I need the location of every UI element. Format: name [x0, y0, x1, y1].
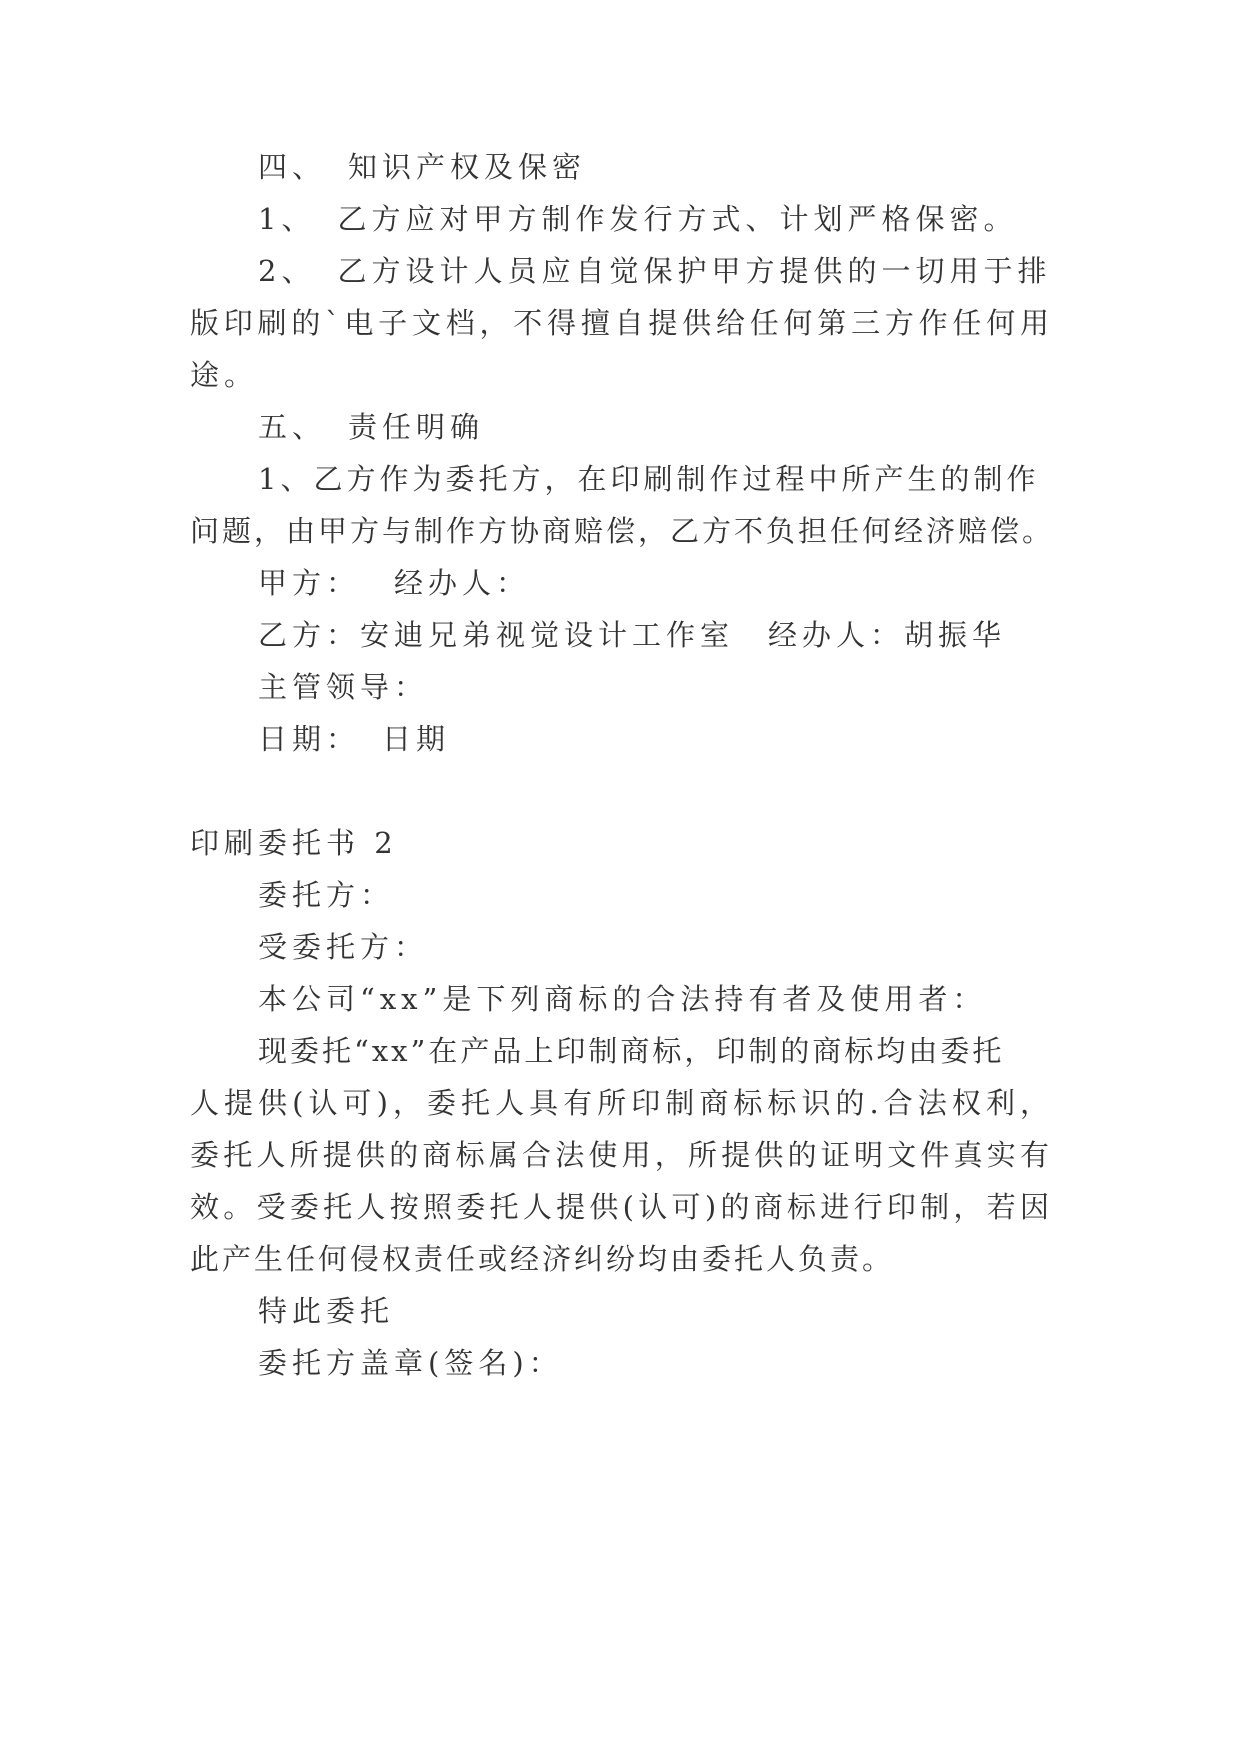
- section4-item2-number: 2、: [258, 254, 316, 288]
- section5-item1-line2: 问题，由甲方与制作方协商赔偿，乙方不负担任何经济赔偿。: [190, 514, 1052, 548]
- section5-item1-line1: 1、乙方作为委托方，在印刷制作过程中所产生的制作: [258, 462, 1040, 496]
- doc2-body-line1: 现委托“xx”在产品上印制商标，印制的商标均由委托: [258, 1034, 1005, 1068]
- date-value: 日期: [382, 722, 451, 756]
- supervisor-line: 主管领导：: [258, 670, 429, 704]
- party-b-line: [258, 615, 1006, 655]
- section4-heading: [258, 147, 586, 187]
- section4-item2-line2: 版印刷的`电子文档，不得擅自提供给任何第三方作任何用: [190, 306, 1052, 340]
- section4-heading-number: 四、: [258, 150, 327, 184]
- party-b-agent: 经办人：胡振华: [768, 618, 1007, 652]
- section4-item1: [258, 199, 1017, 239]
- section5-heading: [258, 407, 484, 447]
- section4-heading-text: 知识产权及保密: [348, 150, 587, 184]
- party-a-label: 甲方：: [258, 566, 361, 600]
- section4-item2-line1: [258, 251, 1051, 291]
- section4-item2-text: 乙方设计人员应自觉保护甲方提供的一切用于排: [337, 254, 1052, 288]
- doc2-body-line3: 委托人所提供的商标属合法使用，所提供的证明文件真实有: [190, 1138, 1052, 1172]
- doc2-principal: 委托方：: [258, 878, 395, 912]
- doc2-body-line5: 此产生任何侵权责任或经济纠纷均由委托人负责。: [190, 1242, 895, 1276]
- doc2-intro: 本公司“xx”是下列商标的合法持有者及使用者：: [258, 982, 987, 1016]
- section4-item2-line3: 途。: [190, 358, 259, 392]
- section5-heading-number: 五、: [258, 410, 327, 444]
- section4-item1-text: 乙方应对甲方制作发行方式、计划严格保密。: [337, 202, 1018, 236]
- party-b-label: 乙方：安迪兄弟视觉设计工作室: [258, 618, 735, 652]
- section5-heading-text: 责任明确: [348, 410, 485, 444]
- doc2-body-line2: 人提供(认可)，委托人具有所印制商标标识的.合法权利，: [190, 1086, 1052, 1120]
- doc2-closing: 特此委托: [258, 1294, 395, 1328]
- doc2-seal-label: 委托方盖章(签名)：: [258, 1346, 563, 1380]
- doc2-body-line4: 效。受委托人按照委托人提供(认可)的商标进行印制，若因: [190, 1190, 1052, 1224]
- party-a-line: [258, 563, 530, 603]
- party-a-agent-label: 经办人：: [394, 566, 531, 600]
- doc2-title: 印刷委托书 2: [190, 826, 398, 860]
- section4-item1-number: 1、: [258, 202, 316, 236]
- date-line: [258, 719, 450, 759]
- doc2-agent: 受委托方：: [258, 930, 429, 964]
- date-label: 日期：: [258, 722, 361, 756]
